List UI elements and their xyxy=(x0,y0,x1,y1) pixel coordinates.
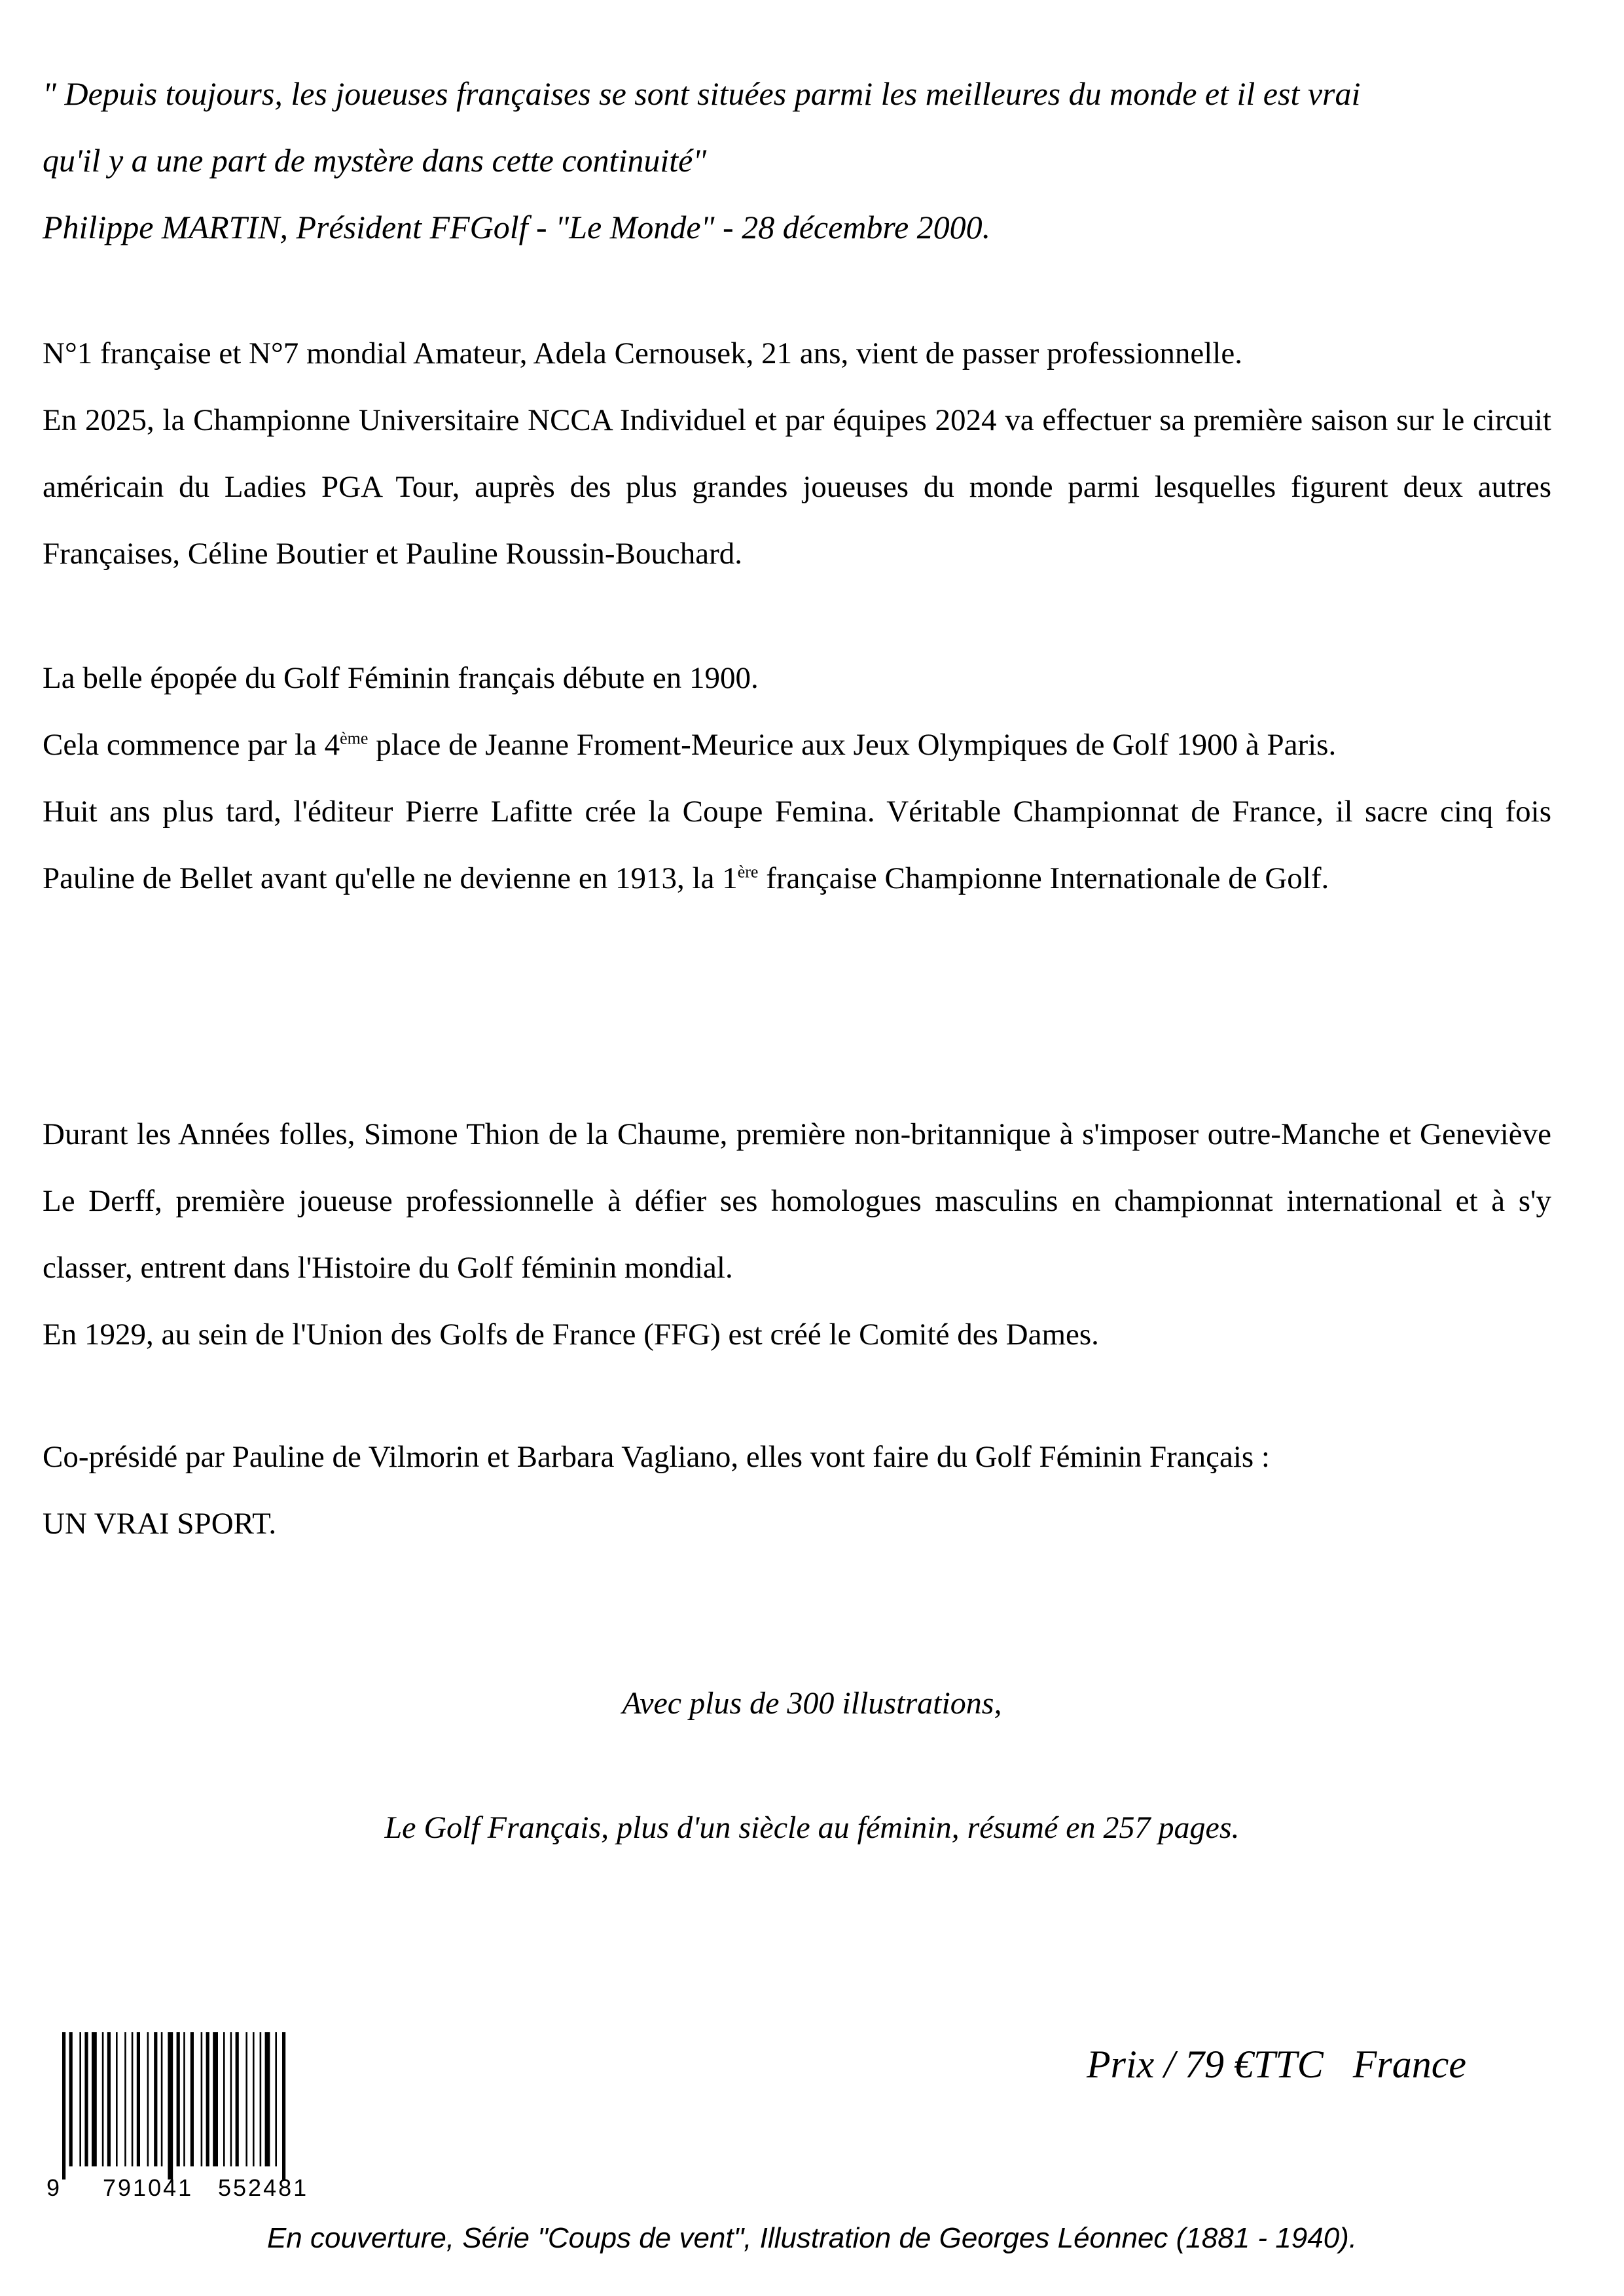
barcode-bar-19 xyxy=(206,2032,209,2166)
barcode-bar-17 xyxy=(190,2032,194,2166)
section-amateur-champion xyxy=(43,320,1551,587)
section-annees-folles xyxy=(43,1101,1551,1368)
barcode-bar-18 xyxy=(201,2032,203,2166)
barcode-bar-4 xyxy=(92,2032,97,2166)
femina-text-start: Huit ans plus tard, l'éditeur Pierre Lafitte crée la Coupe Femina. Véritable Championnat de France, il sacre cinq fois Pauline de Bellet avant qu'elle ne devienne en 1913, la 1 xyxy=(43,795,1551,895)
barcode-bar-3 xyxy=(84,2032,88,2166)
paragraph-lpga-season: En 2025, la Championne Universitaire NCCA Individuel et par équipes 2024 va effectuer sa première saison sur le circuit américain du Ladies PGA Tour, auprès des plus grandes joueuses du monde parmi lesquelles figurent deux autres Françaises, Céline Boutier et Pauline Roussin-Bouchard. xyxy=(43,403,1551,571)
barcode-bar-22 xyxy=(230,2032,232,2166)
barcode-bar-13 xyxy=(161,2032,163,2166)
barcode-bar-0 xyxy=(62,2032,65,2179)
barcode-bar-6 xyxy=(107,2032,111,2166)
quote-line-1: " Depuis toujours, les joueuses françaises se sont situées parmi les meilleures du monde et il est vrai xyxy=(43,75,1361,112)
paragraph-annees-folles: Durant les Années folles, Simone Thion de la Chaume, première non-britannique à s'imposer outre-Manche et Geneviève Le Derff, première joueuse professionnelle à défier ses homologues masculins en championnat international et à s'y classer, entrent dans l'Histoire du Golf féminin mondial. xyxy=(43,1117,1551,1285)
barcode-bar-15 xyxy=(177,2032,180,2166)
price-label: Prix / 79 €TTC France xyxy=(1087,2043,1466,2086)
barcode-bar-8 xyxy=(124,2032,126,2166)
barcode-digits-right: 552481 xyxy=(218,2174,309,2201)
isbn-barcode xyxy=(43,2032,350,2202)
barcode-bar-21 xyxy=(223,2032,225,2166)
barcode-bar-7 xyxy=(116,2032,118,2166)
barcode-bar-9 xyxy=(132,2032,134,2166)
book-summary: Le Golf Français, plus d'un siècle au féminin, résumé en 257 pages. xyxy=(384,1810,1240,1845)
barcode-bar-11 xyxy=(147,2032,149,2166)
ordinal-superscript: ème xyxy=(340,728,369,748)
barcode-bar-14 xyxy=(168,2032,173,2179)
olympics-text-start: Cela commence par la 4 xyxy=(43,728,340,762)
paragraph-olympics-1900 xyxy=(43,711,1551,778)
paragraph-vrai-sport: UN VRAI SPORT. xyxy=(43,1507,277,1541)
paragraph-co-presidence: Co-présidé par Pauline de Vilmorin et Barbara Vagliano, elles vont faire du Golf Féminin Français : xyxy=(43,1440,1270,1474)
ordinal-superscript: ère xyxy=(737,862,759,882)
barcode-bar-27 xyxy=(265,2032,270,2166)
barcode-bar-10 xyxy=(137,2032,140,2166)
paragraph-cernousek: N°1 française et N°7 mondial Amateur, Adela Cernousek, 21 ans, vient de passer professionnelle. xyxy=(43,336,1242,370)
epigraph-quote xyxy=(43,60,1551,260)
barcode-bars xyxy=(62,2032,285,2179)
barcode-bar-29 xyxy=(282,2032,285,2179)
paragraph-comite-dames: En 1929, au sein de l'Union des Golfs de France (FFG) est créé le Comité des Dames. xyxy=(43,1318,1099,1352)
barcode-bar-25 xyxy=(253,2032,255,2166)
barcode-digits-left: 791041 xyxy=(103,2174,194,2201)
barcode-bar-24 xyxy=(245,2032,247,2166)
quote-attribution: Philippe MARTIN, Président FFGolf - "Le Monde" - 28 décembre 2000. xyxy=(43,209,991,245)
section-vrai-sport xyxy=(43,1424,1551,1557)
barcode-bar-2 xyxy=(79,2032,81,2166)
barcode-bar-5 xyxy=(102,2032,104,2166)
barcode-bar-1 xyxy=(69,2032,73,2166)
barcode-bar-23 xyxy=(236,2032,239,2166)
cover-illustration-credit: En couverture, Série "Coups de vent", Illustration de Georges Léonnec (1881 - 1940). xyxy=(266,2222,1358,2254)
paragraph-coupe-femina xyxy=(43,778,1551,912)
barcode-bar-16 xyxy=(183,2032,185,2166)
barcode-bar-26 xyxy=(260,2032,262,2166)
paragraph-epopee-1900: La belle épopée du Golf Féminin français débute en 1900. xyxy=(43,661,759,695)
barcode-bar-12 xyxy=(154,2032,157,2166)
barcode-bar-28 xyxy=(275,2032,277,2166)
barcode-bar-20 xyxy=(213,2032,218,2166)
section-history-origins xyxy=(43,645,1551,912)
quote-line-2: qu'il y a une part de mystère dans cette continuité" xyxy=(43,142,707,179)
femina-text-end: française Championne Internationale de Golf. xyxy=(758,861,1329,895)
barcode-lead-digit: 9 xyxy=(46,2174,60,2201)
olympics-text-end: place de Jeanne Froment-Meurice aux Jeux Olympiques de Golf 1900 à Paris. xyxy=(368,728,1337,762)
illustrations-note: Avec plus de 300 illustrations, xyxy=(622,1686,1002,1721)
